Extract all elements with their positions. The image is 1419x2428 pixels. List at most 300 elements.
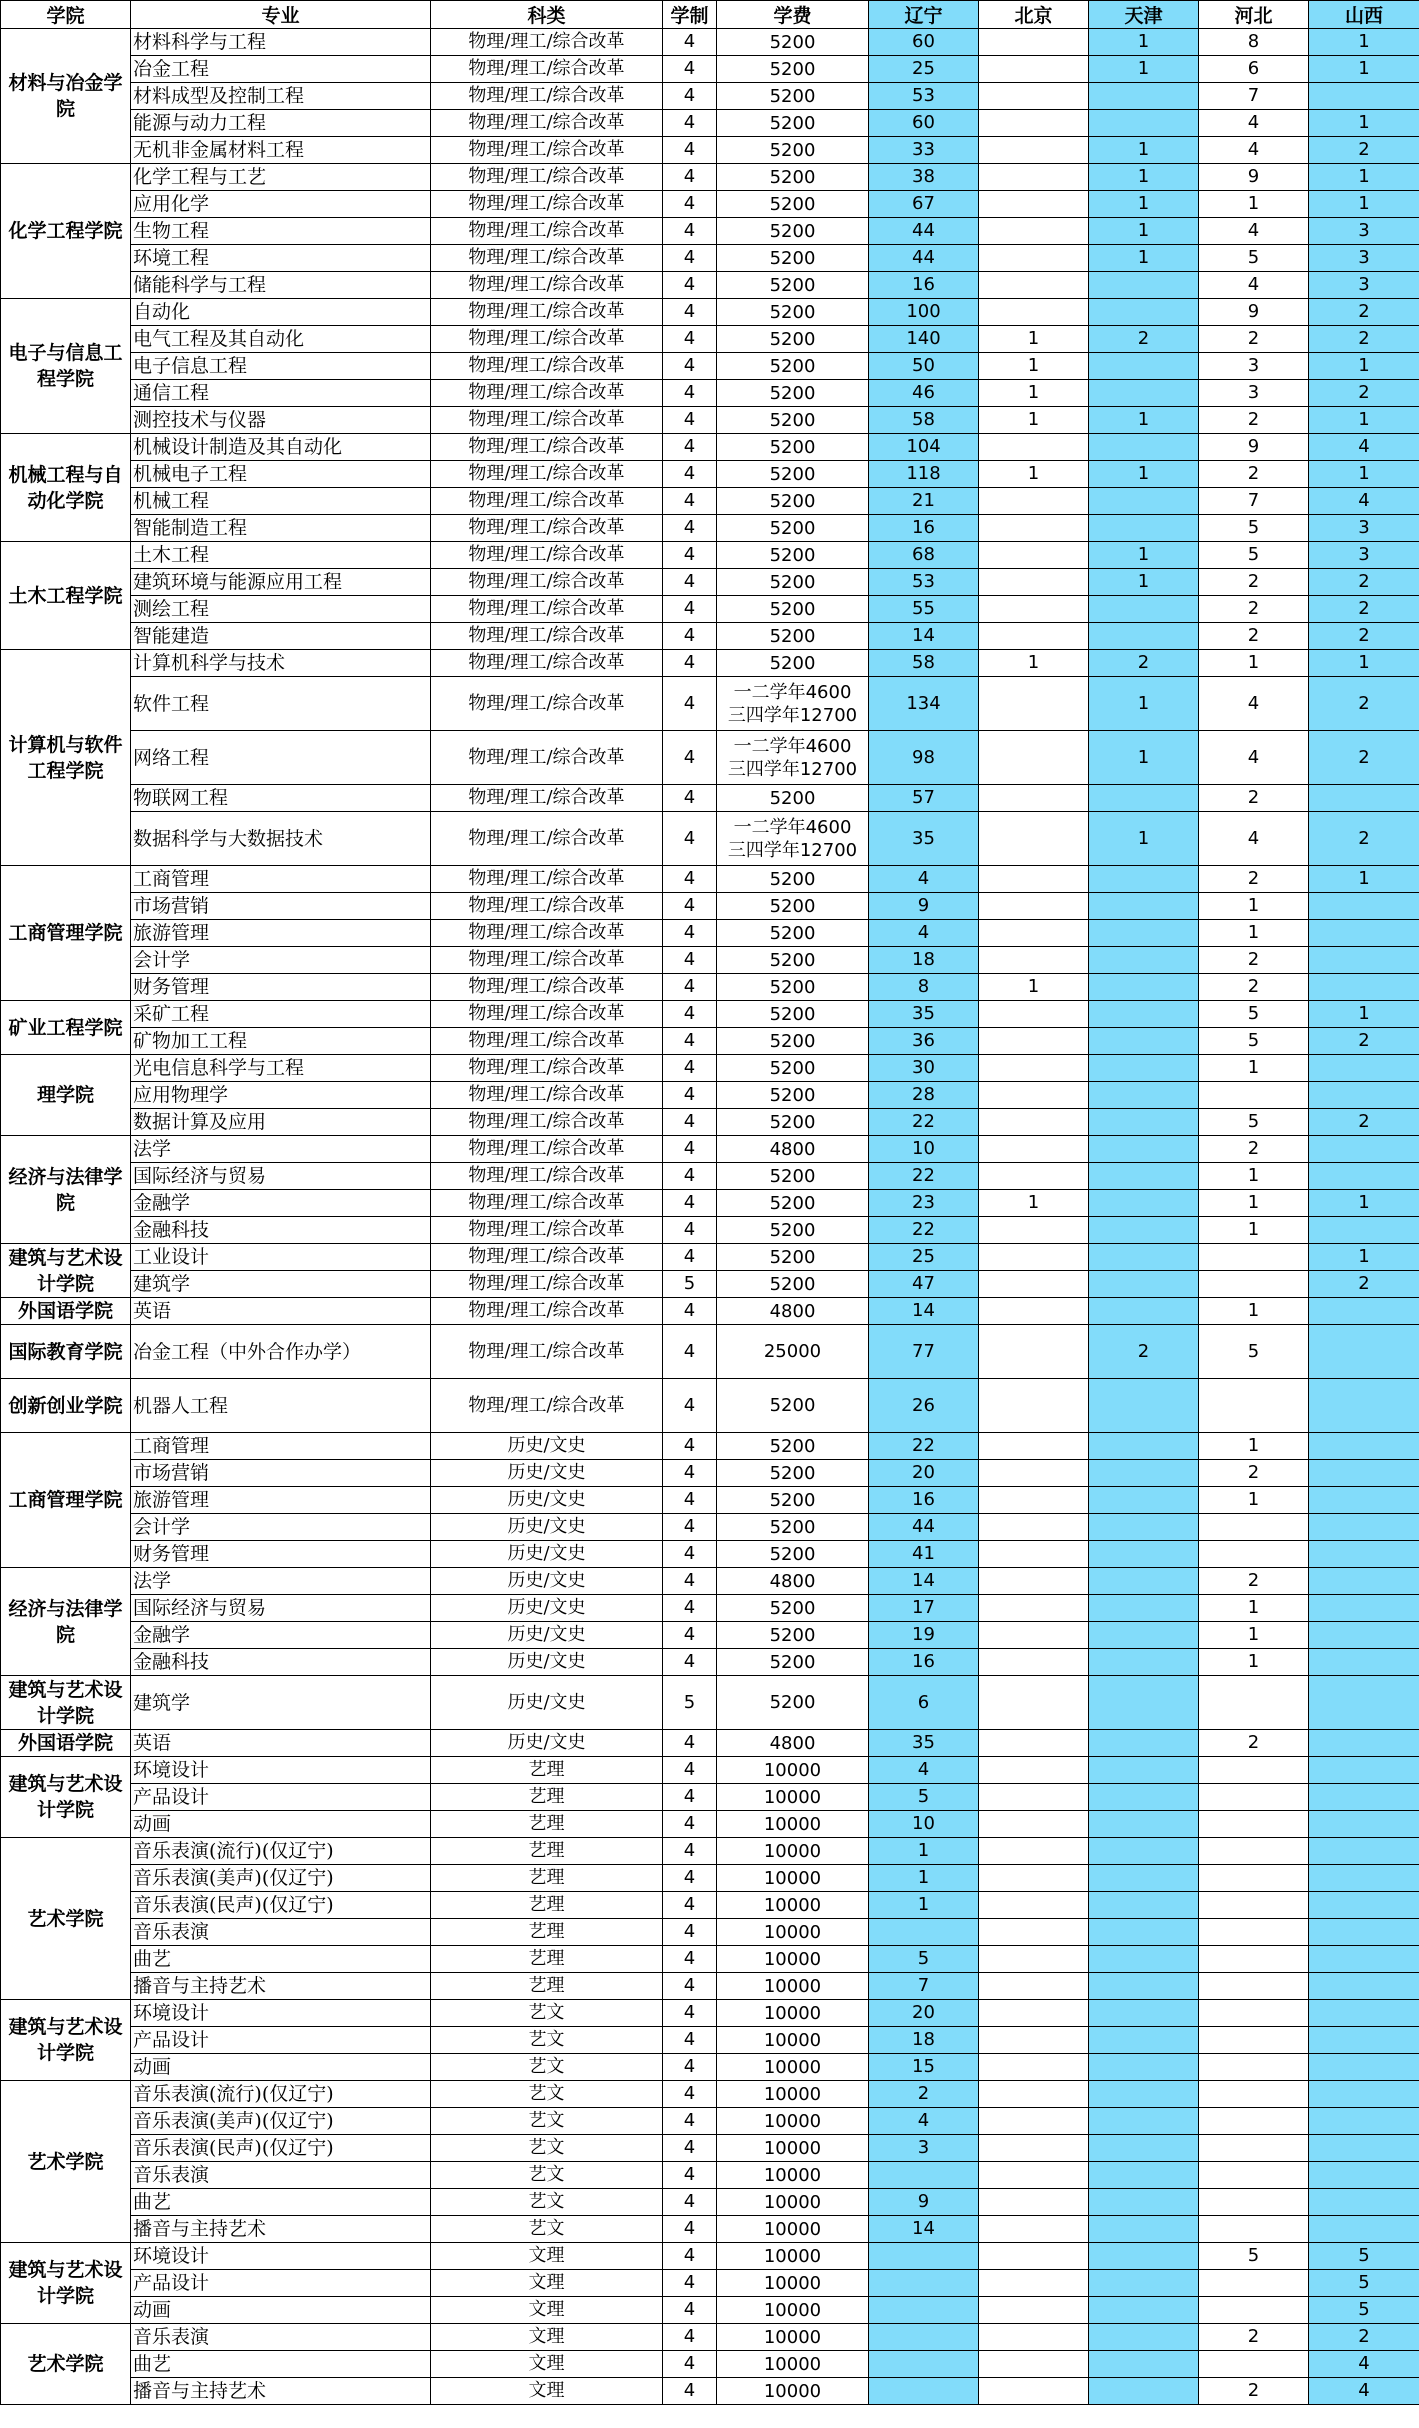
category-cell: 物理/理工/综合改革 [431, 1325, 663, 1379]
quota-hebei: 2 [1199, 785, 1309, 812]
quota-shanxi: 4 [1309, 2378, 1419, 2405]
header-shanxi: 山西 [1309, 1, 1419, 29]
quota-liaoning: 44 [869, 245, 979, 272]
quota-beijing [979, 1487, 1089, 1514]
category-cell: 物理/理工/综合改革 [431, 1298, 663, 1325]
duration-cell: 4 [663, 1433, 717, 1460]
category-cell: 物理/理工/综合改革 [431, 29, 663, 56]
fee-cell: 5200 [717, 56, 869, 83]
quota-liaoning: 4 [869, 920, 979, 947]
college-cell: 建筑与艺术设计学院 [1, 2000, 131, 2081]
duration-cell: 4 [663, 2135, 717, 2162]
quota-hebei [1199, 2216, 1309, 2243]
quota-hebei: 2 [1199, 1136, 1309, 1163]
table-row [1, 2054, 1419, 2081]
quota-beijing [979, 2081, 1089, 2108]
quota-hebei: 4 [1199, 812, 1309, 866]
duration-cell: 4 [663, 2081, 717, 2108]
fee-cell: 5200 [717, 920, 869, 947]
fee-cell: 25000 [717, 1325, 869, 1379]
header-fee: 学费 [717, 1, 869, 29]
fee-line-2: 三四学年12700 [727, 704, 858, 726]
table-row [1, 2108, 1419, 2135]
quota-shanxi [1309, 2162, 1419, 2189]
quota-tianjin [1089, 920, 1199, 947]
quota-beijing [979, 677, 1089, 731]
quota-shanxi [1309, 1217, 1419, 1244]
category-cell: 物理/理工/综合改革 [431, 1136, 663, 1163]
quota-hebei: 1 [1199, 1433, 1309, 1460]
quota-shanxi: 1 [1309, 866, 1419, 893]
quota-beijing [979, 1271, 1089, 1298]
category-cell: 物理/理工/综合改革 [431, 974, 663, 1001]
fee-cell: 10000 [717, 2081, 869, 2108]
quota-beijing: 1 [979, 353, 1089, 380]
quota-liaoning: 55 [869, 596, 979, 623]
quota-shanxi [1309, 974, 1419, 1001]
quota-tianjin: 1 [1089, 569, 1199, 596]
college-cell: 建筑与艺术设计学院 [1, 2243, 131, 2324]
category-cell: 物理/理工/综合改革 [431, 488, 663, 515]
fee-cell: 5200 [717, 1676, 869, 1730]
header-hebei: 河北 [1199, 1, 1309, 29]
duration-cell: 4 [663, 1514, 717, 1541]
quota-tianjin [1089, 2081, 1199, 2108]
quota-tianjin: 1 [1089, 56, 1199, 83]
quota-beijing [979, 1163, 1089, 1190]
table-row [1, 488, 1419, 515]
quota-hebei: 1 [1199, 1595, 1309, 1622]
quota-shanxi [1309, 2189, 1419, 2216]
major-cell: 采矿工程 [131, 1001, 431, 1028]
quota-tianjin [1089, 515, 1199, 542]
quota-tianjin [1089, 893, 1199, 920]
duration-cell: 4 [663, 1595, 717, 1622]
quota-liaoning: 4 [869, 1757, 979, 1784]
quota-beijing [979, 2054, 1089, 2081]
category-cell: 物理/理工/综合改革 [431, 164, 663, 191]
duration-cell: 4 [663, 1865, 717, 1892]
quota-tianjin [1089, 1190, 1199, 1217]
college-cell: 工商管理学院 [1, 1433, 131, 1568]
major-cell: 材料科学与工程 [131, 29, 431, 56]
quota-beijing [979, 2243, 1089, 2270]
quota-hebei [1199, 2000, 1309, 2027]
quota-liaoning: 22 [869, 1109, 979, 1136]
quota-hebei: 9 [1199, 299, 1309, 326]
quota-shanxi: 1 [1309, 353, 1419, 380]
quota-shanxi: 2 [1309, 812, 1419, 866]
quota-shanxi [1309, 1730, 1419, 1757]
quota-hebei: 1 [1199, 1487, 1309, 1514]
table-row [1, 2000, 1419, 2027]
quota-hebei: 5 [1199, 1109, 1309, 1136]
category-cell: 物理/理工/综合改革 [431, 1190, 663, 1217]
table-row [1, 2162, 1419, 2189]
major-cell: 智能制造工程 [131, 515, 431, 542]
duration-cell: 4 [663, 1217, 717, 1244]
duration-cell: 4 [663, 110, 717, 137]
quota-beijing: 1 [979, 461, 1089, 488]
quota-beijing [979, 920, 1089, 947]
table-row [1, 920, 1419, 947]
quota-liaoning: 22 [869, 1433, 979, 1460]
category-cell: 艺理 [431, 1865, 663, 1892]
quota-liaoning: 15 [869, 2054, 979, 2081]
major-cell: 曲艺 [131, 2351, 431, 2378]
duration-cell: 4 [663, 866, 717, 893]
category-cell: 物理/理工/综合改革 [431, 1271, 663, 1298]
table-row [1, 812, 1419, 866]
quota-tianjin [1089, 623, 1199, 650]
quota-hebei: 1 [1199, 1163, 1309, 1190]
quota-hebei: 2 [1199, 623, 1309, 650]
quota-liaoning: 1 [869, 1892, 979, 1919]
college-cell: 理学院 [1, 1055, 131, 1136]
category-cell: 物理/理工/综合改革 [431, 920, 663, 947]
table-row [1, 596, 1419, 623]
quota-hebei: 2 [1199, 866, 1309, 893]
major-cell: 建筑环境与能源应用工程 [131, 569, 431, 596]
duration-cell: 4 [663, 2162, 717, 2189]
table-row [1, 461, 1419, 488]
category-cell: 物理/理工/综合改革 [431, 596, 663, 623]
quota-beijing [979, 2378, 1089, 2405]
duration-cell: 4 [663, 1379, 717, 1433]
quota-tianjin [1089, 110, 1199, 137]
quota-beijing [979, 1757, 1089, 1784]
quota-shanxi: 2 [1309, 569, 1419, 596]
category-cell: 艺文 [431, 2054, 663, 2081]
quota-hebei: 3 [1199, 380, 1309, 407]
major-cell: 储能科学与工程 [131, 272, 431, 299]
quota-hebei [1199, 2189, 1309, 2216]
category-cell: 物理/理工/综合改革 [431, 1379, 663, 1433]
quota-hebei: 1 [1199, 893, 1309, 920]
quota-beijing [979, 1838, 1089, 1865]
fee-cell: 5200 [717, 434, 869, 461]
quota-tianjin: 1 [1089, 218, 1199, 245]
quota-beijing [979, 542, 1089, 569]
quota-shanxi [1309, 1757, 1419, 1784]
table-row [1, 1271, 1419, 1298]
college-cell: 化学工程学院 [1, 164, 131, 299]
quota-beijing: 1 [979, 1190, 1089, 1217]
duration-cell: 4 [663, 1730, 717, 1757]
major-cell: 电气工程及其自动化 [131, 326, 431, 353]
quota-shanxi: 1 [1309, 110, 1419, 137]
quota-shanxi [1309, 2108, 1419, 2135]
quota-shanxi: 1 [1309, 1244, 1419, 1271]
major-cell: 旅游管理 [131, 1487, 431, 1514]
quota-tianjin [1089, 1271, 1199, 1298]
quota-beijing [979, 1001, 1089, 1028]
quota-beijing [979, 2297, 1089, 2324]
quota-liaoning: 44 [869, 218, 979, 245]
table-row [1, 1892, 1419, 1919]
category-cell: 艺理 [431, 1811, 663, 1838]
quota-liaoning: 16 [869, 1487, 979, 1514]
category-cell: 艺理 [431, 1973, 663, 2000]
quota-hebei [1199, 1541, 1309, 1568]
quota-hebei [1199, 2297, 1309, 2324]
major-cell: 化学工程与工艺 [131, 164, 431, 191]
fee-cell: 5200 [717, 1163, 869, 1190]
quota-liaoning: 2 [869, 2081, 979, 2108]
duration-cell: 4 [663, 1055, 717, 1082]
table-row [1, 1163, 1419, 1190]
table-row [1, 1325, 1419, 1379]
quota-tianjin [1089, 1109, 1199, 1136]
quota-liaoning: 30 [869, 1055, 979, 1082]
major-cell: 应用物理学 [131, 1082, 431, 1109]
table-row [1, 1568, 1419, 1595]
quota-liaoning: 16 [869, 272, 979, 299]
quota-liaoning: 104 [869, 434, 979, 461]
quota-liaoning: 18 [869, 2027, 979, 2054]
quota-beijing [979, 1379, 1089, 1433]
table-row [1, 1136, 1419, 1163]
duration-cell: 4 [663, 2189, 717, 2216]
major-cell: 环境工程 [131, 245, 431, 272]
quota-shanxi: 2 [1309, 2324, 1419, 2351]
quota-beijing [979, 1784, 1089, 1811]
quota-hebei: 8 [1199, 29, 1309, 56]
quota-beijing [979, 434, 1089, 461]
duration-cell: 4 [663, 56, 717, 83]
category-cell: 艺理 [431, 1784, 663, 1811]
quota-tianjin [1089, 2351, 1199, 2378]
quota-liaoning: 33 [869, 137, 979, 164]
fee-cell: 10000 [717, 1784, 869, 1811]
quota-hebei [1199, 1973, 1309, 2000]
quota-beijing [979, 569, 1089, 596]
quota-beijing [979, 1649, 1089, 1676]
quota-shanxi: 4 [1309, 434, 1419, 461]
college-cell: 建筑与艺术设计学院 [1, 1244, 131, 1298]
quota-hebei: 2 [1199, 2324, 1309, 2351]
duration-cell: 4 [663, 407, 717, 434]
quota-shanxi: 1 [1309, 1190, 1419, 1217]
college-cell: 工商管理学院 [1, 866, 131, 1001]
fee-cell: 5200 [717, 272, 869, 299]
quota-hebei [1199, 1757, 1309, 1784]
fee-cell: 5200 [717, 326, 869, 353]
category-cell: 物理/理工/综合改革 [431, 380, 663, 407]
major-cell: 能源与动力工程 [131, 110, 431, 137]
quota-hebei [1199, 2270, 1309, 2297]
quota-shanxi [1309, 1919, 1419, 1946]
duration-cell: 4 [663, 2324, 717, 2351]
quota-hebei: 5 [1199, 1001, 1309, 1028]
quota-beijing [979, 2189, 1089, 2216]
quota-hebei: 2 [1199, 407, 1309, 434]
quota-shanxi [1309, 1433, 1419, 1460]
quota-tianjin [1089, 1919, 1199, 1946]
quota-hebei [1199, 1811, 1309, 1838]
quota-liaoning: 19 [869, 1622, 979, 1649]
college-cell: 计算机与软件工程学院 [1, 650, 131, 866]
duration-cell: 4 [663, 812, 717, 866]
fee-cell: 10000 [717, 1892, 869, 1919]
quota-tianjin [1089, 1595, 1199, 1622]
fee-cell: 5200 [717, 1001, 869, 1028]
fee-cell: 10000 [717, 1919, 869, 1946]
fee-cell: 5200 [717, 1649, 869, 1676]
table-row [1, 1109, 1419, 1136]
fee-cell: 10000 [717, 2162, 869, 2189]
quota-hebei: 4 [1199, 218, 1309, 245]
category-cell: 历史/文史 [431, 1514, 663, 1541]
fee-cell: 5200 [717, 1541, 869, 1568]
major-cell: 音乐表演(流行)(仅辽宁) [131, 1838, 431, 1865]
quota-liaoning: 68 [869, 542, 979, 569]
major-cell: 动画 [131, 2297, 431, 2324]
quota-shanxi [1309, 1325, 1419, 1379]
table-row [1, 1973, 1419, 2000]
fee-cell: 10000 [717, 2378, 869, 2405]
category-cell: 历史/文史 [431, 1433, 663, 1460]
quota-tianjin [1089, 2270, 1199, 2297]
quota-hebei [1199, 1244, 1309, 1271]
quota-beijing [979, 191, 1089, 218]
duration-cell: 4 [663, 191, 717, 218]
quota-hebei [1199, 1676, 1309, 1730]
major-cell: 通信工程 [131, 380, 431, 407]
duration-cell: 4 [663, 1568, 717, 1595]
fee-cell: 5200 [717, 1109, 869, 1136]
category-cell: 文理 [431, 2324, 663, 2351]
table-row [1, 1514, 1419, 1541]
duration-cell: 4 [663, 2027, 717, 2054]
category-cell: 物理/理工/综合改革 [431, 650, 663, 677]
major-cell: 智能建造 [131, 623, 431, 650]
duration-cell: 4 [663, 893, 717, 920]
quota-tianjin [1089, 1055, 1199, 1082]
table-row [1, 56, 1419, 83]
table-row [1, 1217, 1419, 1244]
quota-hebei [1199, 2054, 1309, 2081]
table-row [1, 2189, 1419, 2216]
fee-cell: 5200 [717, 542, 869, 569]
table-row [1, 1028, 1419, 1055]
major-cell: 曲艺 [131, 2189, 431, 2216]
quota-tianjin [1089, 1028, 1199, 1055]
quota-beijing [979, 299, 1089, 326]
table-row [1, 2378, 1419, 2405]
quota-beijing [979, 2270, 1089, 2297]
fee-line-1: 一二学年4600 [733, 735, 852, 757]
category-cell: 艺理 [431, 1838, 663, 1865]
category-cell: 文理 [431, 2351, 663, 2378]
major-cell: 播音与主持艺术 [131, 1973, 431, 2000]
quota-liaoning: 60 [869, 110, 979, 137]
quota-beijing [979, 1028, 1089, 1055]
quota-tianjin [1089, 434, 1199, 461]
fee-cell: 10000 [717, 1973, 869, 2000]
fee-cell: 5200 [717, 1028, 869, 1055]
duration-cell: 4 [663, 1973, 717, 2000]
major-cell: 播音与主持艺术 [131, 2378, 431, 2405]
category-cell: 物理/理工/综合改革 [431, 218, 663, 245]
category-cell: 艺理 [431, 1757, 663, 1784]
quota-liaoning: 5 [869, 1946, 979, 1973]
fee-cell: 5200 [717, 1514, 869, 1541]
college-cell: 艺术学院 [1, 2081, 131, 2243]
quota-tianjin: 1 [1089, 731, 1199, 785]
quota-beijing [979, 1514, 1089, 1541]
table-row [1, 1730, 1419, 1757]
table-row [1, 785, 1419, 812]
duration-cell: 4 [663, 1082, 717, 1109]
college-cell: 材料与冶金学院 [1, 29, 131, 164]
major-cell: 机器人工程 [131, 1379, 431, 1433]
fee-cell: 10000 [717, 2324, 869, 2351]
header-major: 专业 [131, 1, 431, 29]
category-cell: 物理/理工/综合改革 [431, 623, 663, 650]
quota-beijing [979, 83, 1089, 110]
fee-cell: 10000 [717, 2108, 869, 2135]
quota-beijing [979, 1730, 1089, 1757]
table-row [1, 2216, 1419, 2243]
category-cell: 历史/文史 [431, 1487, 663, 1514]
quota-liaoning: 38 [869, 164, 979, 191]
duration-cell: 4 [663, 1136, 717, 1163]
quota-hebei: 5 [1199, 1028, 1309, 1055]
major-cell: 测控技术与仪器 [131, 407, 431, 434]
quota-hebei: 9 [1199, 434, 1309, 461]
college-cell: 电子与信息工程学院 [1, 299, 131, 434]
duration-cell: 4 [663, 1919, 717, 1946]
duration-cell: 4 [663, 1946, 717, 1973]
fee-cell: 10000 [717, 2270, 869, 2297]
table-row [1, 542, 1419, 569]
quota-liaoning: 4 [869, 866, 979, 893]
quota-shanxi: 2 [1309, 299, 1419, 326]
major-cell: 英语 [131, 1298, 431, 1325]
category-cell: 艺文 [431, 2108, 663, 2135]
major-cell: 机械电子工程 [131, 461, 431, 488]
table-row [1, 1811, 1419, 1838]
quota-hebei: 1 [1199, 1055, 1309, 1082]
quota-tianjin: 1 [1089, 245, 1199, 272]
major-cell: 建筑学 [131, 1271, 431, 1298]
table-row [1, 1757, 1419, 1784]
table-row [1, 1244, 1419, 1271]
header-tianjin: 天津 [1089, 1, 1199, 29]
fee-cell: 5200 [717, 164, 869, 191]
fee-cell: 5200 [717, 866, 869, 893]
fee-cell: 10000 [717, 1811, 869, 1838]
duration-cell: 4 [663, 542, 717, 569]
major-cell: 应用化学 [131, 191, 431, 218]
quota-tianjin [1089, 380, 1199, 407]
table-row [1, 1541, 1419, 1568]
quota-tianjin [1089, 596, 1199, 623]
category-cell: 物理/理工/综合改革 [431, 542, 663, 569]
fee-cell: 5200 [717, 785, 869, 812]
category-cell: 物理/理工/综合改革 [431, 461, 663, 488]
quota-liaoning [869, 2351, 979, 2378]
fee-cell: 5200 [717, 596, 869, 623]
college-cell: 机械工程与自动化学院 [1, 434, 131, 542]
quota-tianjin [1089, 2108, 1199, 2135]
quota-liaoning: 100 [869, 299, 979, 326]
quota-tianjin [1089, 272, 1199, 299]
quota-tianjin [1089, 1136, 1199, 1163]
major-cell: 材料成型及控制工程 [131, 83, 431, 110]
quota-hebei [1199, 2162, 1309, 2189]
